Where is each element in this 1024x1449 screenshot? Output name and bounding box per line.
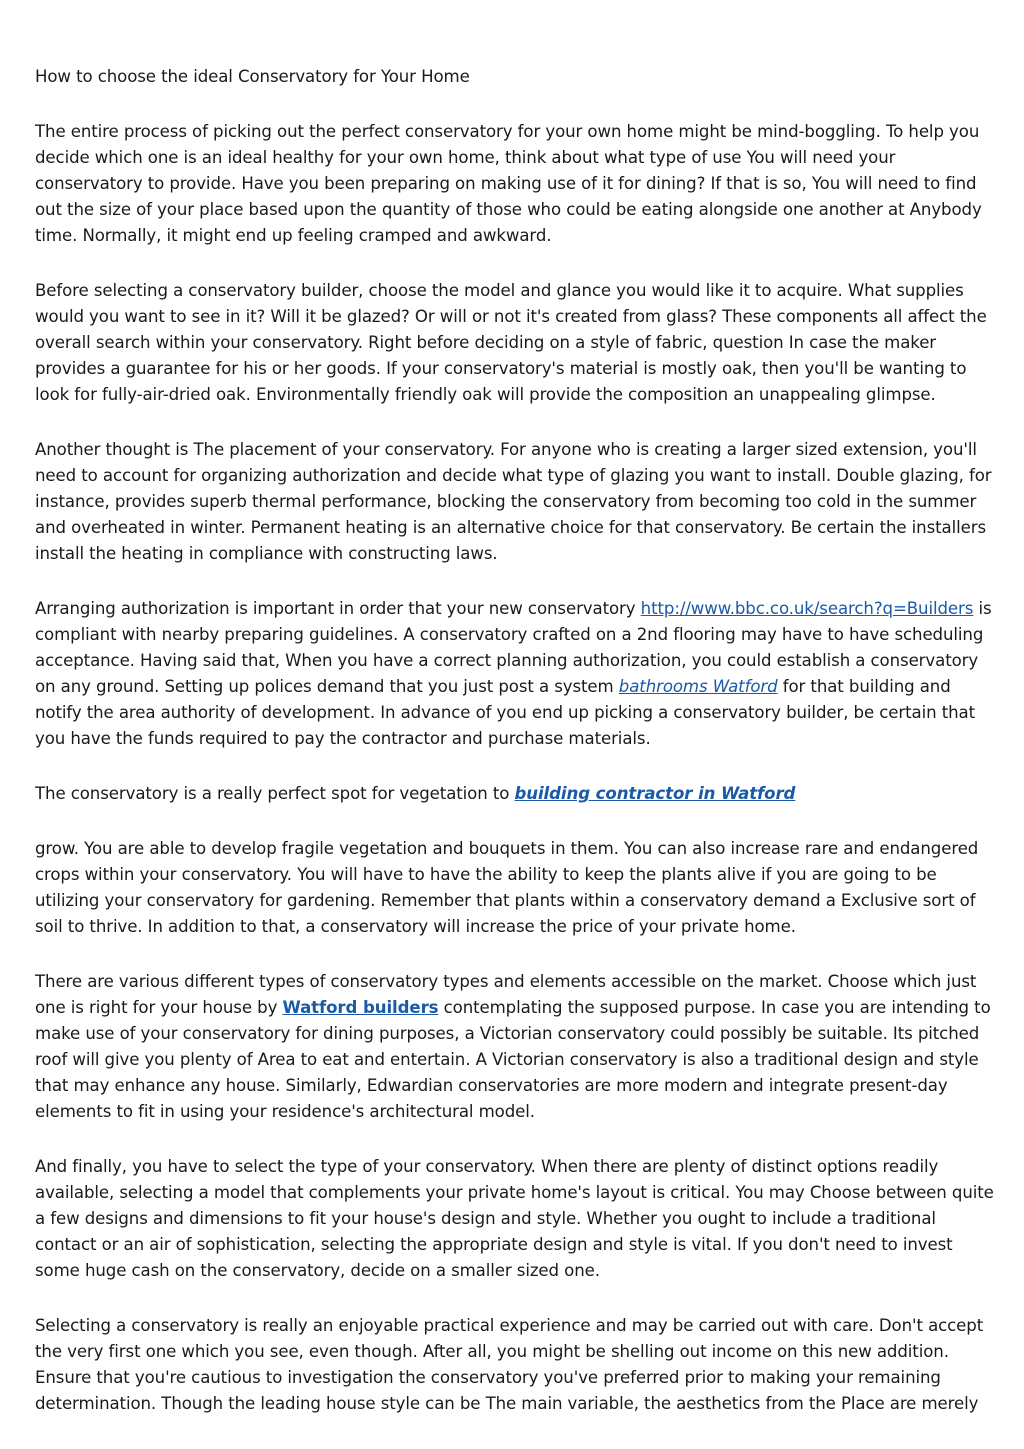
paragraph-9: Selecting a conservatory is really an enjoyable practical experience and may be carried out with care. Don't accept the very first one which you see, even though. After all, you might be shelling out income on this new addition. Ensure that you're cautious to investigation the conservatory you've preferred prior to making your remaining determination. Though the leading house style can be The main variable, the aesthetics from the Place are merely (35, 1316, 984, 1413)
paragraph-6: grow. You are able to develop fragile vegetation and bouquets in them. You can also increase rare and endangered crops within your conservatory. You will have to have the ability to keep the plants alive if you are going to be utilizing your conservatory for gardening. Remember that plants within a conservatory demand a Exclusive sort of soil to thrive. In addition to that, a conservatory will increase the price of your private home. (35, 839, 979, 936)
page-title: How to choose the ideal Conservatory for Your Home (35, 67, 470, 86)
bbc-search-link[interactable]: http://www.bbc.co.uk/search?q=Builders (640, 599, 974, 618)
paragraph-8: And finally, you have to select the type of your conservatory. When there are plenty of distinct options readily available, selecting a model that complements your private home's layout is critical. You may Choose between quite a few designs and dimensions to fit your house's design and style. Whether you ought to include a traditional contact or an air of sophistication, selecting the appropriate design and style is vital. If you don't need to invest some huge cash on the conservatory, decide on a smaller sized one. (35, 1157, 994, 1280)
paragraph-5 (35, 781, 995, 807)
paragraph-5-text: The conservatory is a really perfect spot for vegetation to (35, 784, 515, 803)
paragraph-4-text-a: Arranging authorization is important in order that your new conservatory (35, 599, 641, 618)
paragraph-2: Before selecting a conservatory builder, choose the model and glance you would like it to acquire. What supplies would you want to see in it? Will it be glazed? Or will or not it's created from glass? These components all affect the overall search within your conservatory. Right before deciding on a style of fabric, question In case the maker provides a guarantee for his or her goods. If your conservatory's material is mostly oak, then you'll be wanting to look for fully-air-dried oak. Environmentally friendly oak will provide the composition an unappealing glimpse. (35, 281, 987, 404)
paragraph-7 (35, 969, 995, 1125)
paragraph-7-text-b: contemplating the supposed purpose. In case you are intending to make use of your conservatory for dining purposes, a Victorian conservatory could possibly be suitable. Its pitched roof will give you plenty of Area to eat and entertain. A Victorian conservatory is also a traditional design and style that may enhance any house. Similarly, Edwardian conservatories are more modern and integrate present-day elements to fit in using your residence's architectural model. (35, 998, 991, 1121)
paragraph-7-text-a: There are various different types of conservatory types and elements accessible on the market. Choose which just one is right for your house by (35, 972, 977, 1017)
paragraph-4 (35, 596, 995, 752)
paragraph-3: Another thought is The placement of your conservatory. For anyone who is creating a larger sized extension, you'll need to account for organizing authorization and decide what type of glazing you want to install. Double glazing, for instance, provides superb thermal performance, blocking the conservatory from becoming too cold in the summer and overheated in winter. Permanent heating is an alternative choice for that conservatory. Be certain the installers install the heating in compliance with constructing laws. (35, 440, 992, 563)
building-contractor-link[interactable]: building contractor in Watford (514, 784, 796, 803)
bathrooms-watford-link[interactable]: bathrooms Watford (618, 677, 778, 696)
paragraph-1: The entire process of picking out the perfect conservatory for your own home might be mind-boggling. To help you decide which one is an ideal healthy for your own home, think about what type of use You will need your conservatory to provide. Have you been preparing on making use of it for dining? If that is so, You will need to find out the size of your place based upon the quantity of those who could be eating alongside one another at Anybody time. Normally, it might end up feeling cramped and awkward. (35, 122, 982, 245)
watford-builders-link[interactable]: Watford builders (282, 998, 439, 1017)
paragraph-4-text-b: is compliant with nearby preparing guidelines. A conservatory crafted on a 2nd flooring may have to have scheduling acceptance. Having said that, When you have a correct planning authorization, you could establish a conservatory on any ground. Setting up polices demand that you just post a system (35, 599, 992, 696)
document-body (35, 64, 995, 1446)
paragraph-4-text-c: for that building and notify the area authority of development. In advance of you end up picking a conservatory builder, be certain that you have the funds required to pay the contractor and purchase materials. (35, 677, 976, 748)
